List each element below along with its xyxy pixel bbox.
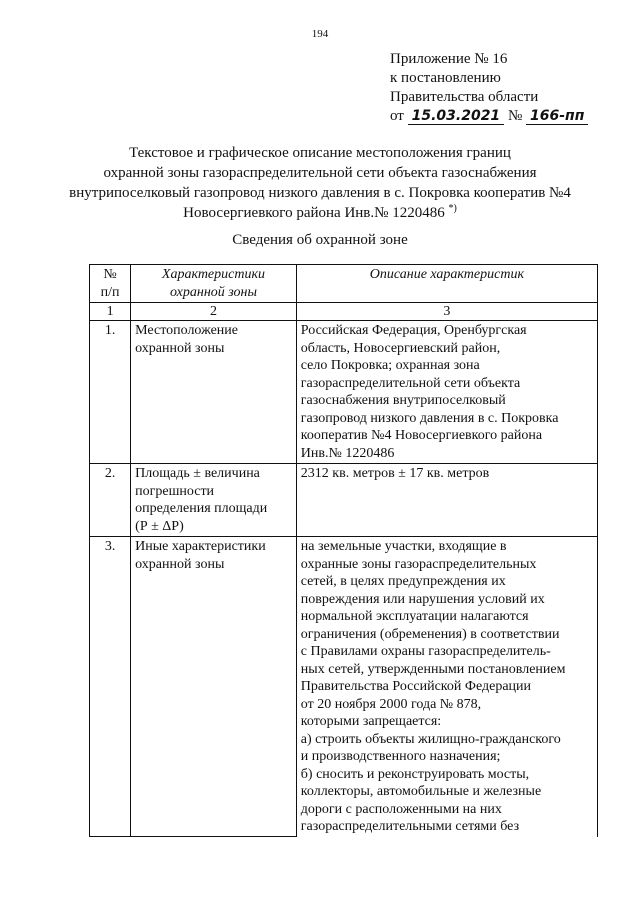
table-row <box>90 537 598 837</box>
title-line: Новосергиевкого района Инв.№ 1220486 *) <box>183 203 457 221</box>
row-description: 2312 кв. метров ± 17 кв. метров <box>296 464 597 537</box>
date-prefix: от <box>390 108 404 124</box>
row-characteristic: Местоположение охранной зоны <box>131 321 297 464</box>
table-row <box>90 321 598 464</box>
handwritten-date: 15.03.2021 <box>408 109 505 125</box>
column-number-row <box>90 303 598 321</box>
row-number: 1. <box>90 321 131 464</box>
appendix-line-resolution: к постановлению <box>390 70 501 86</box>
row-number: 2. <box>90 464 131 537</box>
header-description: Описание характеристик <box>296 265 597 303</box>
number-sign: № <box>507 108 523 124</box>
column-number: 1 <box>90 303 131 321</box>
title-line: внутрипоселковый газопровод низкого давления в с. Покровка кооператив №4 <box>69 185 571 201</box>
title-line: Текстовое и графическое описание местоположения границ <box>129 145 511 161</box>
column-number: 2 <box>131 303 297 321</box>
title-line: охранной зоны газораспределительной сети объекта газоснабжения <box>103 165 537 181</box>
row-description: на земельные участки, входящие в охранные зоны газораспределительных сетей, в целях предупреждения их повреждения или нарушения условий их нормальной эксплуатации налагаются ограничения (обременения) в соответствии с Правилами охраны газораспределитель- ных сетей, утвержденными постановлением Правительства Российской Федерации от 20 ноября 2000 года № 878, которыми запрещается: а) строить объекты жилищно-гражданского и производственного назначения; б) сносить и реконструировать мосты, коллекторы, автомобильные и железные дороги с расположенными на них газораспределительными сетями без <box>296 537 597 837</box>
appendix-date-line <box>390 107 588 126</box>
document-title <box>0 143 640 223</box>
appendix-title: Приложение № 16 <box>390 51 508 67</box>
handwritten-number: 166-пп <box>526 109 588 125</box>
column-number: 3 <box>296 303 597 321</box>
table-header-row <box>90 265 598 303</box>
appendix-block <box>390 50 588 126</box>
row-number: 3. <box>90 537 131 837</box>
header-characteristics: Характеристики охранной зоны <box>131 265 297 303</box>
header-number: № п/п <box>90 265 131 303</box>
zone-info-table <box>89 264 598 837</box>
section-subtitle: Сведения об охранной зоне <box>232 232 408 248</box>
table-row <box>90 464 598 537</box>
row-characteristic: Площадь ± величина погрешности определения площади (Р ± ΔР) <box>131 464 297 537</box>
row-description: Российская Федерация, Оренбургская область, Новосергиевский район, село Покровка; охранная зона газораспределительной сети объекта газоснабжения внутрипоселковый газопровод низкого давления в с. Покровка кооператив №4 Новосергиевкого района Инв.№ 1220486 <box>296 321 597 464</box>
row-characteristic: Иные характеристики охранной зоны <box>131 537 297 837</box>
footnote-mark: *) <box>448 203 457 214</box>
appendix-line-government: Правительства области <box>390 89 539 105</box>
page-number: 194 <box>311 28 329 40</box>
